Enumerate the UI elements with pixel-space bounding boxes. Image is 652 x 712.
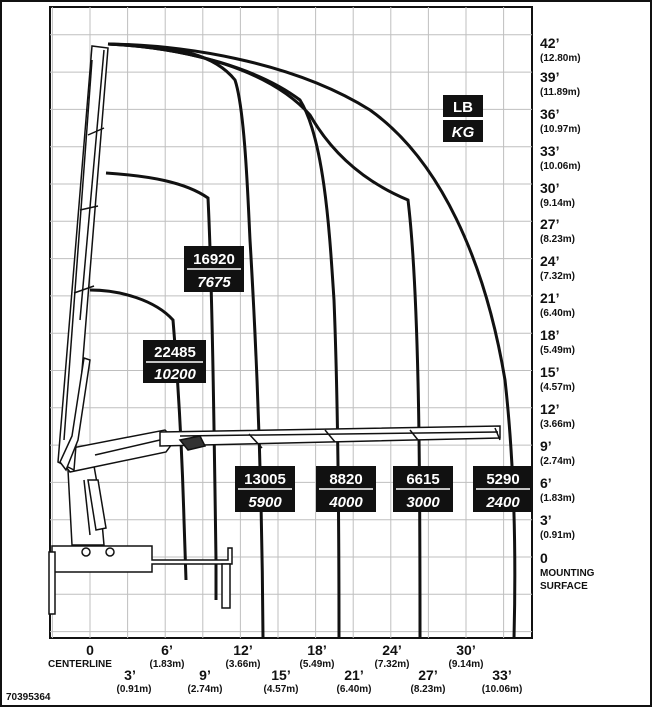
capacity-lb: 6615 (406, 471, 440, 488)
unit-lb: LB (453, 99, 473, 116)
y-tick-m: (4.57m) (540, 382, 576, 393)
capacity-label-3 (235, 466, 295, 512)
y-tick-ft: 42’ (540, 35, 560, 51)
x-tick-m: (0.91m) (116, 684, 152, 695)
y-tick-ft: 3’ (540, 512, 552, 528)
x-tick-ft: 0 (86, 642, 94, 658)
document-id: 70395364 (6, 692, 51, 703)
y-tick-m: (10.06m) (540, 161, 581, 172)
y-tick-ft: 9’ (540, 438, 552, 454)
stabilizer-right (222, 564, 230, 608)
x-tick-ft: 18’ (307, 642, 327, 658)
x-tick-ft: 30’ (456, 642, 476, 658)
y-tick-m: (9.14m) (540, 198, 576, 209)
capacity-lb: 8820 (329, 471, 363, 488)
x-tick-m: (4.57m) (263, 684, 299, 695)
x-tick-m: (3.66m) (225, 659, 261, 670)
x-zero-label: CENTERLINE (48, 659, 112, 670)
capacity-kg: 2400 (486, 494, 520, 511)
capacity-lb: 5290 (486, 471, 520, 488)
x-tick-m: (5.49m) (299, 659, 335, 670)
y-tick-ft: 30’ (540, 180, 560, 196)
x-tick-ft: 9’ (199, 667, 211, 683)
y-tick-ft: 18’ (540, 327, 560, 343)
x-tick-ft: 24’ (382, 642, 402, 658)
y-tick-m: (6.40m) (540, 308, 576, 319)
y-tick-m: (8.23m) (540, 234, 576, 245)
capacity-kg: 5900 (248, 494, 282, 511)
x-tick-ft: 3’ (124, 667, 136, 683)
y-tick-m: (12.80m) (540, 53, 581, 64)
x-tick-ft: 33’ (492, 667, 512, 683)
capacity-label-1 (143, 340, 206, 383)
y-tick-m: (1.83m) (540, 493, 576, 504)
y-tick-ft: 12’ (540, 401, 560, 417)
y-zero-ft: 0 (540, 550, 548, 566)
y-tick-m: (11.89m) (540, 87, 581, 98)
capacity-kg: 3000 (406, 494, 440, 511)
y-tick-m: (7.32m) (540, 271, 576, 282)
y-tick-m: (3.66m) (540, 419, 576, 430)
x-tick-m: (9.14m) (448, 659, 484, 670)
y-tick-m: (10.97m) (540, 124, 581, 135)
x-tick-m: (8.23m) (410, 684, 446, 695)
capacity-lb: 13005 (244, 471, 286, 488)
x-tick-ft: 21’ (344, 667, 364, 683)
y-tick-m: (2.74m) (540, 456, 576, 467)
y-zero-label: MOUNTING (540, 568, 595, 579)
capacity-lb: 16920 (193, 251, 235, 268)
x-tick-ft: 12’ (233, 642, 253, 658)
x-tick-ft: 6’ (161, 642, 173, 658)
x-tick-m: (7.32m) (374, 659, 410, 670)
y-tick-ft: 39’ (540, 69, 560, 85)
capacity-label-5 (393, 466, 453, 512)
x-tick-m: (2.74m) (187, 684, 223, 695)
capacity-kg: 4000 (329, 494, 363, 511)
y-tick-ft: 33’ (540, 143, 560, 159)
capacity-kg: 7675 (197, 274, 231, 291)
y-zero-label: SURFACE (540, 581, 588, 592)
y-tick-ft: 36’ (540, 106, 560, 122)
stabilizer-left (49, 552, 55, 614)
unit-kg: KG (451, 124, 475, 141)
capacity-label-6 (473, 466, 533, 512)
y-tick-ft: 15’ (540, 364, 560, 380)
x-tick-ft: 27’ (418, 667, 438, 683)
y-tick-ft: 24’ (540, 253, 560, 269)
x-tick-m: (1.83m) (149, 659, 185, 670)
capacity-label-2 (184, 246, 244, 292)
y-tick-ft: 27’ (540, 216, 560, 232)
y-tick-ft: 21’ (540, 290, 560, 306)
y-tick-m: (0.91m) (540, 530, 576, 541)
capacity-lb: 22485 (154, 344, 196, 361)
capacity-kg: 10200 (154, 366, 196, 383)
x-tick-m: (10.06m) (481, 684, 523, 695)
y-tick-m: (5.49m) (540, 345, 576, 356)
capacity-label-4 (316, 466, 376, 512)
x-tick-ft: 15’ (271, 667, 291, 683)
x-tick-m: (6.40m) (336, 684, 372, 695)
y-tick-ft: 6’ (540, 475, 552, 491)
